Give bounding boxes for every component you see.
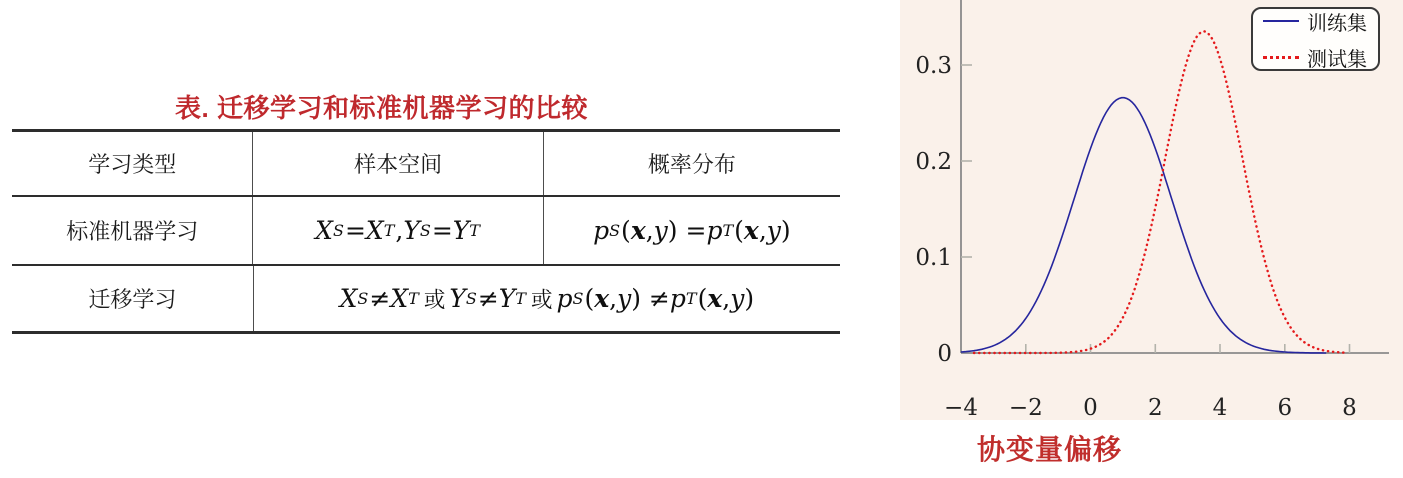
train-line-sample-icon xyxy=(1263,20,1299,22)
legend-item-test xyxy=(1263,43,1378,72)
header-learning-type: 学习类型 xyxy=(88,152,177,177)
x-tick-4: 4 xyxy=(1212,395,1228,420)
x-tick-8: 8 xyxy=(1342,395,1357,420)
legend-item-train xyxy=(1263,7,1378,36)
legend-label-test: 测试集 xyxy=(1307,48,1367,71)
covariate-shift-chart xyxy=(900,0,1403,420)
train-curve xyxy=(961,98,1326,353)
row-label-transfer-learning: 迁移学习 xyxy=(88,287,177,312)
comparison-table xyxy=(12,129,840,334)
x-tick-2: 2 xyxy=(1147,395,1163,420)
legend xyxy=(1251,7,1380,71)
test-line-sample-icon xyxy=(1263,56,1299,59)
table-header-row xyxy=(12,132,840,195)
table-bottom-rule xyxy=(12,331,840,334)
legend-label-train: 训练集 xyxy=(1307,12,1367,35)
header-sample-space: 样本空间 xyxy=(252,132,542,195)
x-tick-neg4: −4 xyxy=(944,395,978,420)
transfer-learning-condition-formula: X S ≠ X T 或 Y S ≠ Y T 或 p S ( x , y ) ≠ p T ( x , y ) xyxy=(253,266,840,331)
y-tick-0-2: 0.2 xyxy=(915,149,952,175)
x-tick-neg2: −2 xyxy=(1008,395,1043,420)
standard-ml-sample-space-formula: X S = X T , Y S = Y T xyxy=(252,197,542,264)
y-tick-0: 0 xyxy=(937,341,952,367)
test-curve xyxy=(974,31,1344,353)
table-title: 表. 迁移学习和标准机器学习的比较 xyxy=(175,93,588,123)
table-row-transfer-learning xyxy=(12,266,840,331)
x-tick-marks xyxy=(1026,344,1350,353)
y-tick-0-3: 0.3 xyxy=(915,53,952,79)
table-row-standard-ml xyxy=(12,197,840,264)
header-probability: 概率分布 xyxy=(543,132,840,195)
x-axis-labels xyxy=(944,395,1357,420)
standard-ml-probability-formula: p S ( x , y ) = p T ( x , y ) xyxy=(543,197,840,264)
y-tick-marks xyxy=(961,65,972,257)
x-tick-0: 0 xyxy=(1083,395,1098,420)
y-tick-0-1: 0.1 xyxy=(915,245,952,271)
chart-caption: 协变量偏移 xyxy=(977,434,1123,465)
row-label-standard-ml: 标准机器学习 xyxy=(66,219,199,244)
y-axis-labels xyxy=(915,53,952,367)
x-tick-6: 6 xyxy=(1277,395,1293,420)
